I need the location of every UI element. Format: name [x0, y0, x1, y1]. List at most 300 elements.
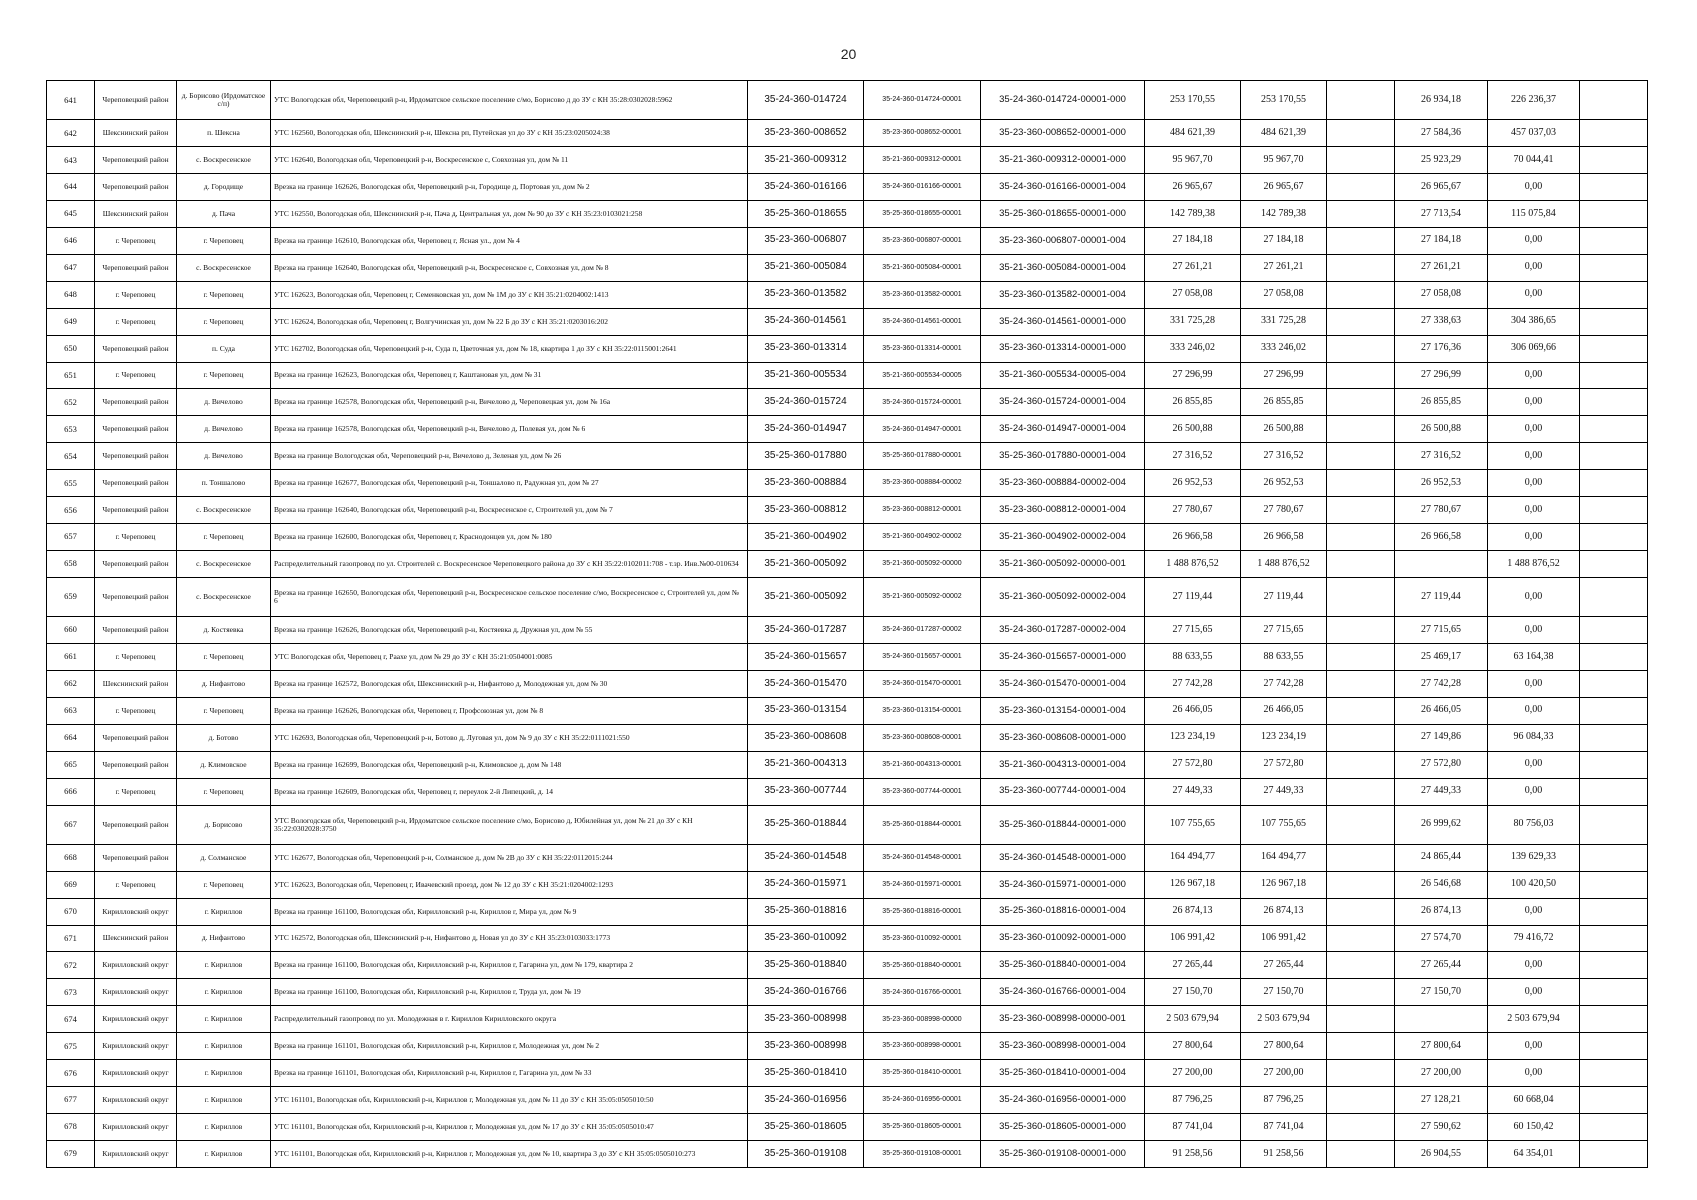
row-number-cell: 668 — [47, 844, 95, 871]
full-code-cell: 35-21-360-004313-00001-004 — [981, 751, 1145, 778]
settlement-cell: г. Череповец — [177, 524, 271, 551]
district-cell: г. Череповец — [95, 281, 177, 308]
object-code-cell: 35-24-360-014724 — [748, 81, 864, 120]
blank-column-2-cell — [1580, 147, 1648, 174]
blank-column-cell — [1327, 174, 1395, 201]
object-code-cell: 35-21-360-005534 — [748, 362, 864, 389]
full-code-cell: 35-23-360-006807-00001-004 — [981, 227, 1145, 254]
blank-column-2-cell — [1580, 577, 1648, 616]
district-cell: г. Череповец — [95, 227, 177, 254]
object-description-cell: УТС 161101, Вологодская обл, Кирилловский р-н, Кириллов г, Молодежная ул, дом № 11 до ЗУ с КН 35:05:0505010:50 — [271, 1087, 748, 1114]
blank-column-cell — [1327, 1114, 1395, 1141]
remaining-cost-cell: 79 416,72 — [1488, 925, 1580, 952]
row-number-cell: 650 — [47, 335, 95, 362]
element-code-cell: 35-21-360-005092-00000 — [864, 550, 981, 577]
district-cell: Кирилловский округ — [95, 979, 177, 1006]
table-row — [47, 443, 1648, 470]
remaining-cost-cell: 226 236,37 — [1488, 81, 1580, 120]
remaining-cost-cell: 96 084,33 — [1488, 724, 1580, 751]
full-code-cell: 35-25-360-017880-00001-004 — [981, 443, 1145, 470]
district-cell: Шекснинский район — [95, 670, 177, 697]
total-cost-cell: 27 296,99 — [1145, 362, 1241, 389]
tariff-table — [46, 80, 1648, 1168]
cost-cell: 87 741,04 — [1241, 1114, 1327, 1141]
object-description-cell: Врезка на границе 161101, Вологодская обл, Кирилловский р-н, Кириллов г, Молодежная ул, дом № 2 — [271, 1033, 748, 1060]
object-code-cell: 35-21-360-005092 — [748, 550, 864, 577]
element-code-cell: 35-23-360-010092-00001 — [864, 925, 981, 952]
blank-column-cell — [1327, 617, 1395, 644]
full-code-cell: 35-24-360-014548-00001-000 — [981, 844, 1145, 871]
full-code-cell: 35-25-360-018605-00001-000 — [981, 1114, 1145, 1141]
remaining-cost-cell: 0,00 — [1488, 577, 1580, 616]
cost-cell: 27 800,64 — [1241, 1033, 1327, 1060]
table-row — [47, 497, 1648, 524]
object-description-cell: УТС 162640, Вологодская обл, Череповецкий р-н, Воскресенское с, Совхозная ул, дом № 11 — [271, 147, 748, 174]
object-code-cell: 35-24-360-017287 — [748, 617, 864, 644]
connection-cost-cell: 27 338,63 — [1395, 308, 1488, 335]
cost-cell: 27 261,21 — [1241, 254, 1327, 281]
element-code-cell: 35-24-360-015971-00001 — [864, 871, 981, 898]
remaining-cost-cell: 0,00 — [1488, 979, 1580, 1006]
blank-column-2-cell — [1580, 751, 1648, 778]
object-code-cell: 35-24-360-015971 — [748, 871, 864, 898]
total-cost-cell: 95 967,70 — [1145, 147, 1241, 174]
settlement-cell: г. Кириллов — [177, 952, 271, 979]
blank-column-2-cell — [1580, 416, 1648, 443]
table-row — [47, 1060, 1648, 1087]
object-description-cell: Врезка на границе 162578, Вологодская обл, Череповецкий р-н, Вичелово д, Полевая ул, дом № 6 — [271, 416, 748, 443]
settlement-cell: г. Череповец — [177, 644, 271, 671]
object-code-cell: 35-23-360-008608 — [748, 724, 864, 751]
connection-cost-cell: 27 713,54 — [1395, 200, 1488, 227]
row-number-cell: 645 — [47, 200, 95, 227]
remaining-cost-cell: 0,00 — [1488, 697, 1580, 724]
table-row — [47, 1033, 1648, 1060]
district-cell: Череповецкий район — [95, 844, 177, 871]
blank-column-2-cell — [1580, 470, 1648, 497]
element-code-cell: 35-21-360-005084-00001 — [864, 254, 981, 281]
connection-cost-cell: 27 316,52 — [1395, 443, 1488, 470]
remaining-cost-cell: 70 044,41 — [1488, 147, 1580, 174]
row-number-cell: 667 — [47, 805, 95, 844]
settlement-cell: д. Ботово — [177, 724, 271, 751]
row-number-cell: 644 — [47, 174, 95, 201]
connection-cost-cell: 26 934,18 — [1395, 81, 1488, 120]
object-description-cell: Врезка на границе 162626, Вологодская обл, Череповецкий р-н, Городище д, Портовая ул, дом № 2 — [271, 174, 748, 201]
cost-cell: 126 967,18 — [1241, 871, 1327, 898]
row-number-cell: 658 — [47, 550, 95, 577]
object-code-cell: 35-23-360-007744 — [748, 778, 864, 805]
district-cell: г. Череповец — [95, 778, 177, 805]
full-code-cell: 35-25-360-018816-00001-004 — [981, 898, 1145, 925]
object-code-cell: 35-24-360-015657 — [748, 644, 864, 671]
connection-cost-cell — [1395, 1006, 1488, 1033]
connection-cost-cell: 26 966,58 — [1395, 524, 1488, 551]
row-number-cell: 679 — [47, 1140, 95, 1167]
connection-cost-cell: 26 952,53 — [1395, 470, 1488, 497]
connection-cost-cell: 27 590,62 — [1395, 1114, 1488, 1141]
settlement-cell: г. Череповец — [177, 281, 271, 308]
settlement-cell: д. Вичелово — [177, 389, 271, 416]
blank-column-2-cell — [1580, 1114, 1648, 1141]
settlement-cell: д. Костяевка — [177, 617, 271, 644]
element-code-cell: 35-24-360-016766-00001 — [864, 979, 981, 1006]
blank-column-cell — [1327, 1006, 1395, 1033]
table-row — [47, 952, 1648, 979]
full-code-cell: 35-25-360-018655-00001-000 — [981, 200, 1145, 227]
remaining-cost-cell: 2 503 679,94 — [1488, 1006, 1580, 1033]
cost-cell: 253 170,55 — [1241, 81, 1327, 120]
total-cost-cell: 2 503 679,94 — [1145, 1006, 1241, 1033]
total-cost-cell: 1 488 876,52 — [1145, 550, 1241, 577]
row-number-cell: 656 — [47, 497, 95, 524]
object-code-cell: 35-23-360-008998 — [748, 1033, 864, 1060]
connection-cost-cell: 27 296,99 — [1395, 362, 1488, 389]
connection-cost-cell: 27 176,36 — [1395, 335, 1488, 362]
full-code-cell: 35-24-360-015657-00001-000 — [981, 644, 1145, 671]
remaining-cost-cell: 0,00 — [1488, 254, 1580, 281]
settlement-cell: д. Нифантово — [177, 670, 271, 697]
row-number-cell: 665 — [47, 751, 95, 778]
total-cost-cell: 26 466,05 — [1145, 697, 1241, 724]
table-row — [47, 577, 1648, 616]
blank-column-2-cell — [1580, 925, 1648, 952]
element-code-cell: 35-25-360-018410-00001 — [864, 1060, 981, 1087]
blank-column-cell — [1327, 470, 1395, 497]
cost-cell: 88 633,55 — [1241, 644, 1327, 671]
full-code-cell: 35-24-360-016166-00001-004 — [981, 174, 1145, 201]
row-number-cell: 659 — [47, 577, 95, 616]
settlement-cell: д. Городище — [177, 174, 271, 201]
remaining-cost-cell: 0,00 — [1488, 470, 1580, 497]
total-cost-cell: 27 184,18 — [1145, 227, 1241, 254]
settlement-cell: г. Череповец — [177, 871, 271, 898]
total-cost-cell: 26 855,85 — [1145, 389, 1241, 416]
remaining-cost-cell: 80 756,03 — [1488, 805, 1580, 844]
remaining-cost-cell: 115 075,84 — [1488, 200, 1580, 227]
total-cost-cell: 142 789,38 — [1145, 200, 1241, 227]
blank-column-cell — [1327, 254, 1395, 281]
connection-cost-cell: 27 265,44 — [1395, 952, 1488, 979]
blank-column-cell — [1327, 147, 1395, 174]
row-number-cell: 663 — [47, 697, 95, 724]
total-cost-cell: 27 150,70 — [1145, 979, 1241, 1006]
table-row — [47, 550, 1648, 577]
cost-cell: 106 991,42 — [1241, 925, 1327, 952]
object-code-cell: 35-21-360-004902 — [748, 524, 864, 551]
table-row — [47, 362, 1648, 389]
object-description-cell: УТС 162624, Вологодская обл, Череповец г, Волгучинская ул, дом № 22 Б до ЗУ с КН 35:21:0203016:202 — [271, 308, 748, 335]
object-description-cell: Врезка на границе 161101, Вологодская обл, Кирилловский р-н, Кириллов г, Гагарина ул, дом № 33 — [271, 1060, 748, 1087]
row-number-cell: 655 — [47, 470, 95, 497]
blank-column-2-cell — [1580, 1140, 1648, 1167]
full-code-cell: 35-23-360-010092-00001-000 — [981, 925, 1145, 952]
cost-cell: 27 200,00 — [1241, 1060, 1327, 1087]
element-code-cell: 35-24-360-014548-00001 — [864, 844, 981, 871]
blank-column-cell — [1327, 416, 1395, 443]
total-cost-cell: 26 966,58 — [1145, 524, 1241, 551]
connection-cost-cell: 27 780,67 — [1395, 497, 1488, 524]
row-number-cell: 651 — [47, 362, 95, 389]
settlement-cell: д. Климовское — [177, 751, 271, 778]
full-code-cell: 35-25-360-018840-00001-004 — [981, 952, 1145, 979]
remaining-cost-cell: 306 069,66 — [1488, 335, 1580, 362]
connection-cost-cell: 27 449,33 — [1395, 778, 1488, 805]
cost-cell: 27 449,33 — [1241, 778, 1327, 805]
row-number-cell: 647 — [47, 254, 95, 281]
table-row — [47, 147, 1648, 174]
object-code-cell: 35-21-360-005084 — [748, 254, 864, 281]
element-code-cell: 35-23-360-008884-00002 — [864, 470, 981, 497]
connection-cost-cell: 26 466,05 — [1395, 697, 1488, 724]
total-cost-cell: 27 742,28 — [1145, 670, 1241, 697]
remaining-cost-cell: 0,00 — [1488, 389, 1580, 416]
blank-column-2-cell — [1580, 778, 1648, 805]
row-number-cell: 646 — [47, 227, 95, 254]
full-code-cell: 35-23-360-013314-00001-000 — [981, 335, 1145, 362]
blank-column-2-cell — [1580, 227, 1648, 254]
settlement-cell: г. Кириллов — [177, 1087, 271, 1114]
blank-column-2-cell — [1580, 550, 1648, 577]
remaining-cost-cell: 0,00 — [1488, 524, 1580, 551]
settlement-cell: г. Кириллов — [177, 979, 271, 1006]
remaining-cost-cell: 0,00 — [1488, 227, 1580, 254]
connection-cost-cell: 26 500,88 — [1395, 416, 1488, 443]
cost-cell: 107 755,65 — [1241, 805, 1327, 844]
element-code-cell: 35-25-360-018844-00001 — [864, 805, 981, 844]
object-code-cell: 35-25-360-018816 — [748, 898, 864, 925]
element-code-cell: 35-23-360-013154-00001 — [864, 697, 981, 724]
total-cost-cell: 91 258,56 — [1145, 1140, 1241, 1167]
element-code-cell: 35-24-360-015724-00001 — [864, 389, 981, 416]
object-code-cell: 35-23-360-010092 — [748, 925, 864, 952]
remaining-cost-cell: 0,00 — [1488, 362, 1580, 389]
total-cost-cell: 26 952,53 — [1145, 470, 1241, 497]
connection-cost-cell — [1395, 550, 1488, 577]
blank-column-cell — [1327, 335, 1395, 362]
district-cell: Череповецкий район — [95, 147, 177, 174]
settlement-cell: г. Кириллов — [177, 1140, 271, 1167]
object-code-cell: 35-23-360-013582 — [748, 281, 864, 308]
blank-column-cell — [1327, 979, 1395, 1006]
element-code-cell: 35-21-360-005534-00005 — [864, 362, 981, 389]
object-description-cell: Врезка на границе 162610, Вологодская обл, Череповец г, Ясная ул., дом № 4 — [271, 227, 748, 254]
full-code-cell: 35-25-360-019108-00001-000 — [981, 1140, 1145, 1167]
full-code-cell: 35-25-360-018844-00001-000 — [981, 805, 1145, 844]
cost-cell: 333 246,02 — [1241, 335, 1327, 362]
object-description-cell: Распределительный газопровод по ул. Строителей с. Воскресенское Череповецкого района до ЗУ с КН 35:22:0102011:708 - т.зр. Инв.№00-010634 — [271, 550, 748, 577]
remaining-cost-cell: 100 420,50 — [1488, 871, 1580, 898]
total-cost-cell: 87 796,25 — [1145, 1087, 1241, 1114]
blank-column-2-cell — [1580, 335, 1648, 362]
object-code-cell: 35-24-360-014561 — [748, 308, 864, 335]
settlement-cell: д. Борисово — [177, 805, 271, 844]
object-description-cell: Врезка на границе 162677, Вологодская обл, Череповецкий р-н, Тоншалово п, Радужная ул, дом № 27 — [271, 470, 748, 497]
full-code-cell: 35-21-360-009312-00001-000 — [981, 147, 1145, 174]
full-code-cell: 35-24-360-016956-00001-000 — [981, 1087, 1145, 1114]
settlement-cell: с. Воскресенское — [177, 497, 271, 524]
cost-cell: 27 119,44 — [1241, 577, 1327, 616]
blank-column-2-cell — [1580, 871, 1648, 898]
total-cost-cell: 27 715,65 — [1145, 617, 1241, 644]
cost-cell: 87 796,25 — [1241, 1087, 1327, 1114]
remaining-cost-cell: 0,00 — [1488, 416, 1580, 443]
settlement-cell: г. Череповец — [177, 227, 271, 254]
element-code-cell: 35-25-360-017880-00001 — [864, 443, 981, 470]
row-number-cell: 643 — [47, 147, 95, 174]
settlement-cell: г. Кириллов — [177, 1114, 271, 1141]
remaining-cost-cell: 0,00 — [1488, 281, 1580, 308]
district-cell: Шекснинский район — [95, 200, 177, 227]
table-row — [47, 308, 1648, 335]
table-row — [47, 805, 1648, 844]
object-description-cell: УТС 162677, Вологодская обл, Череповецкий р-н, Солманское д, дом № 2В до ЗУ с КН 35:22:0112015:244 — [271, 844, 748, 871]
total-cost-cell: 126 967,18 — [1145, 871, 1241, 898]
object-code-cell: 35-24-360-016956 — [748, 1087, 864, 1114]
district-cell: Череповецкий район — [95, 254, 177, 281]
blank-column-cell — [1327, 550, 1395, 577]
row-number-cell: 657 — [47, 524, 95, 551]
cost-cell: 164 494,77 — [1241, 844, 1327, 871]
remaining-cost-cell: 64 354,01 — [1488, 1140, 1580, 1167]
blank-column-2-cell — [1580, 844, 1648, 871]
object-description-cell: УТС 162572, Вологодская обл, Шекснинский р-н, Нифантово д, Новая ул до ЗУ с КН 35:23:0103033:1773 — [271, 925, 748, 952]
connection-cost-cell: 27 058,08 — [1395, 281, 1488, 308]
row-number-cell: 660 — [47, 617, 95, 644]
blank-column-cell — [1327, 778, 1395, 805]
row-number-cell: 671 — [47, 925, 95, 952]
district-cell: Череповецкий район — [95, 81, 177, 120]
table-row — [47, 644, 1648, 671]
table-row — [47, 389, 1648, 416]
object-code-cell: 35-23-360-008884 — [748, 470, 864, 497]
settlement-cell: с. Воскресенское — [177, 254, 271, 281]
remaining-cost-cell: 0,00 — [1488, 670, 1580, 697]
connection-cost-cell: 27 800,64 — [1395, 1033, 1488, 1060]
object-description-cell: УТС 161101, Вологодская обл, Кирилловский р-н, Кириллов г, Молодежная ул, дом № 10, квартира 3 до ЗУ с КН 35:05:0505010:273 — [271, 1140, 748, 1167]
object-code-cell: 35-24-360-015470 — [748, 670, 864, 697]
remaining-cost-cell: 0,00 — [1488, 1033, 1580, 1060]
total-cost-cell: 26 965,67 — [1145, 174, 1241, 201]
remaining-cost-cell: 0,00 — [1488, 898, 1580, 925]
blank-column-cell — [1327, 805, 1395, 844]
object-code-cell: 35-23-360-008652 — [748, 120, 864, 147]
connection-cost-cell: 27 150,70 — [1395, 979, 1488, 1006]
cost-cell: 26 874,13 — [1241, 898, 1327, 925]
object-description-cell: УТС 162623, Вологодская обл, Череповец г, Ивачевский проезд, дом № 12 до ЗУ с КН 35:21:0204002:1293 — [271, 871, 748, 898]
settlement-cell: д. Борисово (Ирдоматское с/п) — [177, 81, 271, 120]
object-code-cell: 35-23-360-013154 — [748, 697, 864, 724]
connection-cost-cell: 26 965,67 — [1395, 174, 1488, 201]
full-code-cell: 35-23-360-008608-00001-000 — [981, 724, 1145, 751]
object-description-cell: Врезка на границе 162623, Вологодская обл, Череповец г, Каштановая ул, дом № 31 — [271, 362, 748, 389]
object-description-cell: Врезка на границе 162650, Вологодская обл, Череповецкий р-н, Воскресенское сельское поселение с/мо, Воскресенское с, Строителей ул, дом № 6 — [271, 577, 748, 616]
element-code-cell: 35-25-360-018840-00001 — [864, 952, 981, 979]
settlement-cell: г. Кириллов — [177, 1033, 271, 1060]
table-row — [47, 751, 1648, 778]
blank-column-cell — [1327, 577, 1395, 616]
cost-cell: 27 296,99 — [1241, 362, 1327, 389]
table-row — [47, 120, 1648, 147]
cost-cell: 27 572,80 — [1241, 751, 1327, 778]
total-cost-cell: 26 874,13 — [1145, 898, 1241, 925]
district-cell: г. Череповец — [95, 871, 177, 898]
blank-column-2-cell — [1580, 524, 1648, 551]
table-row — [47, 979, 1648, 1006]
district-cell: Череповецкий район — [95, 335, 177, 362]
total-cost-cell: 106 991,42 — [1145, 925, 1241, 952]
full-code-cell: 35-21-360-005092-00000-001 — [981, 550, 1145, 577]
connection-cost-cell: 25 923,29 — [1395, 147, 1488, 174]
element-code-cell: 35-21-360-009312-00001 — [864, 147, 981, 174]
connection-cost-cell: 27 584,36 — [1395, 120, 1488, 147]
cost-cell: 27 058,08 — [1241, 281, 1327, 308]
object-code-cell: 35-25-360-018844 — [748, 805, 864, 844]
blank-column-2-cell — [1580, 362, 1648, 389]
total-cost-cell: 27 261,21 — [1145, 254, 1241, 281]
district-cell: Череповецкий район — [95, 550, 177, 577]
blank-column-2-cell — [1580, 979, 1648, 1006]
object-code-cell: 35-24-360-014548 — [748, 844, 864, 871]
row-number-cell: 652 — [47, 389, 95, 416]
cost-cell: 27 265,44 — [1241, 952, 1327, 979]
district-cell: Череповецкий район — [95, 389, 177, 416]
settlement-cell: п. Шексна — [177, 120, 271, 147]
element-code-cell: 35-21-360-005092-00002 — [864, 577, 981, 616]
element-code-cell: 35-23-360-008608-00001 — [864, 724, 981, 751]
cost-cell: 95 967,70 — [1241, 147, 1327, 174]
connection-cost-cell: 27 128,21 — [1395, 1087, 1488, 1114]
remaining-cost-cell: 0,00 — [1488, 778, 1580, 805]
full-code-cell: 35-23-360-008998-00000-001 — [981, 1006, 1145, 1033]
table-row — [47, 1114, 1648, 1141]
element-code-cell: 35-24-360-015470-00001 — [864, 670, 981, 697]
blank-column-cell — [1327, 308, 1395, 335]
blank-column-2-cell — [1580, 174, 1648, 201]
object-description-cell: Врезка на границе 162626, Вологодская обл, Череповец г, Профсоюзная ул, дом № 8 — [271, 697, 748, 724]
remaining-cost-cell: 0,00 — [1488, 174, 1580, 201]
full-code-cell: 35-23-360-007744-00001-004 — [981, 778, 1145, 805]
cost-cell: 27 780,67 — [1241, 497, 1327, 524]
cost-cell: 26 952,53 — [1241, 470, 1327, 497]
full-code-cell: 35-21-360-005534-00005-004 — [981, 362, 1145, 389]
connection-cost-cell: 24 865,44 — [1395, 844, 1488, 871]
row-number-cell: 675 — [47, 1033, 95, 1060]
total-cost-cell: 27 058,08 — [1145, 281, 1241, 308]
connection-cost-cell: 25 469,17 — [1395, 644, 1488, 671]
full-code-cell: 35-24-360-015470-00001-004 — [981, 670, 1145, 697]
blank-column-cell — [1327, 1060, 1395, 1087]
district-cell: Череповецкий район — [95, 617, 177, 644]
full-code-cell: 35-23-360-008812-00001-004 — [981, 497, 1145, 524]
blank-column-2-cell — [1580, 497, 1648, 524]
object-code-cell: 35-25-360-018840 — [748, 952, 864, 979]
remaining-cost-cell: 139 629,33 — [1488, 844, 1580, 871]
row-number-cell: 670 — [47, 898, 95, 925]
total-cost-cell: 331 725,28 — [1145, 308, 1241, 335]
object-code-cell: 35-25-360-018655 — [748, 200, 864, 227]
blank-column-2-cell — [1580, 898, 1648, 925]
full-code-cell: 35-21-360-004902-00002-004 — [981, 524, 1145, 551]
full-code-cell: 35-24-360-016766-00001-004 — [981, 979, 1145, 1006]
blank-column-2-cell — [1580, 1033, 1648, 1060]
object-description-cell: Врезка на границе 162626, Вологодская обл, Череповецкий р-н, Костяевка д, Дружная ул, дом № 55 — [271, 617, 748, 644]
total-cost-cell: 333 246,02 — [1145, 335, 1241, 362]
element-code-cell: 35-21-360-004902-00002 — [864, 524, 981, 551]
total-cost-cell: 27 449,33 — [1145, 778, 1241, 805]
table-row — [47, 254, 1648, 281]
object-description-cell: Врезка на границе 162600, Вологодская обл, Череповец г, Краснодонцев ул, дом № 180 — [271, 524, 748, 551]
